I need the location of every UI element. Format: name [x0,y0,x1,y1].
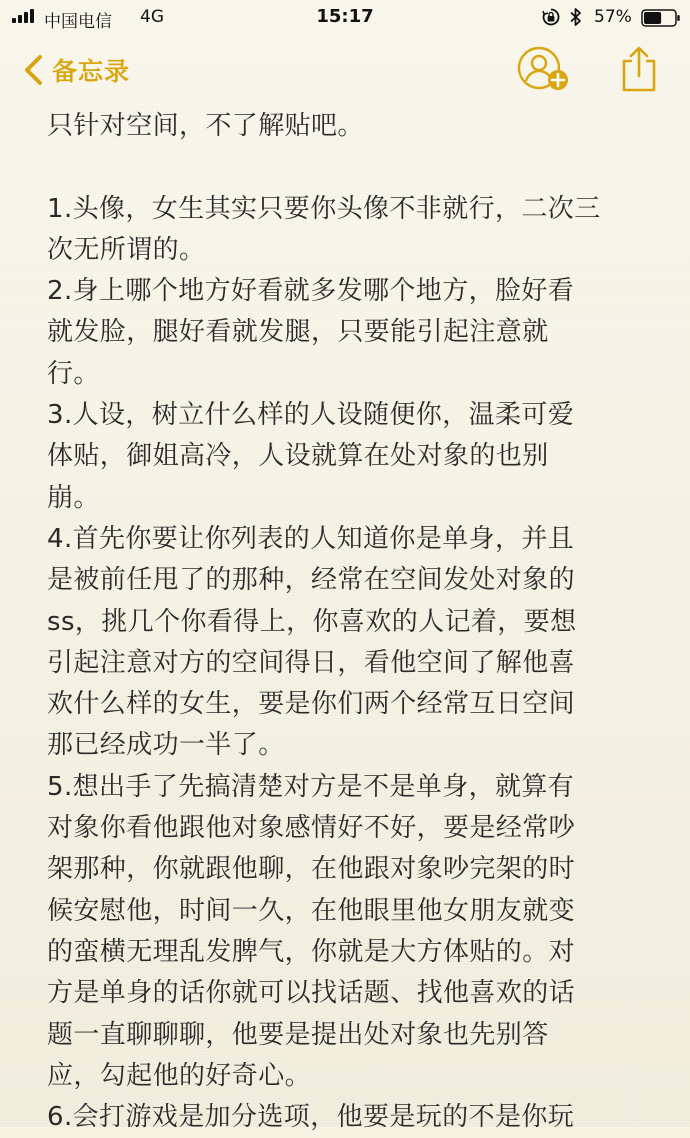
note-line: 对象你看他跟他对象感情好不好，要是经常吵 [47,813,576,844]
chevron-left-icon [22,54,44,86]
note-line: 只针对空间，不了解贴吧。 [47,111,364,141]
orientation-lock-icon [541,7,561,27]
note-line: 2.身上哪个地方好看就多发哪个地方，脸好看 [47,276,575,307]
note-line: 候安慰他，时间一久，在他眼里他女朋友就变 [47,895,576,926]
carrier-name: 中国电信 [44,12,112,32]
back-button[interactable] [22,50,130,90]
back-button-label: 备忘录 [52,57,131,86]
note-line: 崩。 [47,482,100,513]
note-line: 次无所谓的。 [47,234,206,265]
note-line: ss，挑几个你看得上，你喜欢的人记着，要想 [47,606,577,637]
nav-bar [0,36,690,102]
note-line: 是被前任甩了的那种，经常在空间发处对象的 [47,565,576,596]
share-icon[interactable] [618,44,660,94]
status-time: 15:17 [316,6,374,27]
note-line: 3.人设，树立什么样的人设随便你，温柔可爱 [47,400,575,431]
note-line [47,147,657,188]
note-line: 行。 [47,358,100,389]
note-line: 引起注意对方的空间得日，看他空间了解他喜 [47,647,576,678]
note-line: 架那种，你就跟他聊，在他跟对象吵完架的时 [47,854,576,885]
note-line: 6.会打游戏是加分选项，他要是玩的不是你玩 [47,1102,575,1133]
add-person-icon[interactable] [515,44,573,94]
network-type: 4G [140,7,164,27]
note-line: 体贴，御姐高冷，人设就算在处对象的也别 [47,441,549,472]
status-bar [0,0,690,36]
bluetooth-icon [569,7,583,27]
note-line: 欢什么样的女生，要是你们两个经常互日空间 [47,689,576,720]
note-line: 方是单身的话你就可以找话题、找他喜欢的话 [47,978,576,1009]
note-line: 就发脸，腿好看就发腿，只要能引起注意就 [47,317,549,348]
note-line: 题一直聊聊聊，他要是提出处对象也先别答 [47,1019,549,1050]
note-line: 那已经成功一半了。 [47,730,285,761]
note-line: 4.首先你要让你列表的人知道你是单身，并且 [47,523,575,554]
note-line: 应，勾起他的好奇心。 [47,1060,312,1091]
note-line: 5.想出手了先搞清楚对方是不是单身，就算有 [47,771,575,802]
battery-percent: 57% [594,7,632,27]
battery-icon [641,9,681,27]
note-content[interactable] [47,106,657,1138]
note-line: 1.头像，女生其实只要你头像不非就行，二次三 [47,193,601,224]
note-line: 的蛮横无理乱发脾气，你就是大方体贴的。对 [47,936,576,967]
